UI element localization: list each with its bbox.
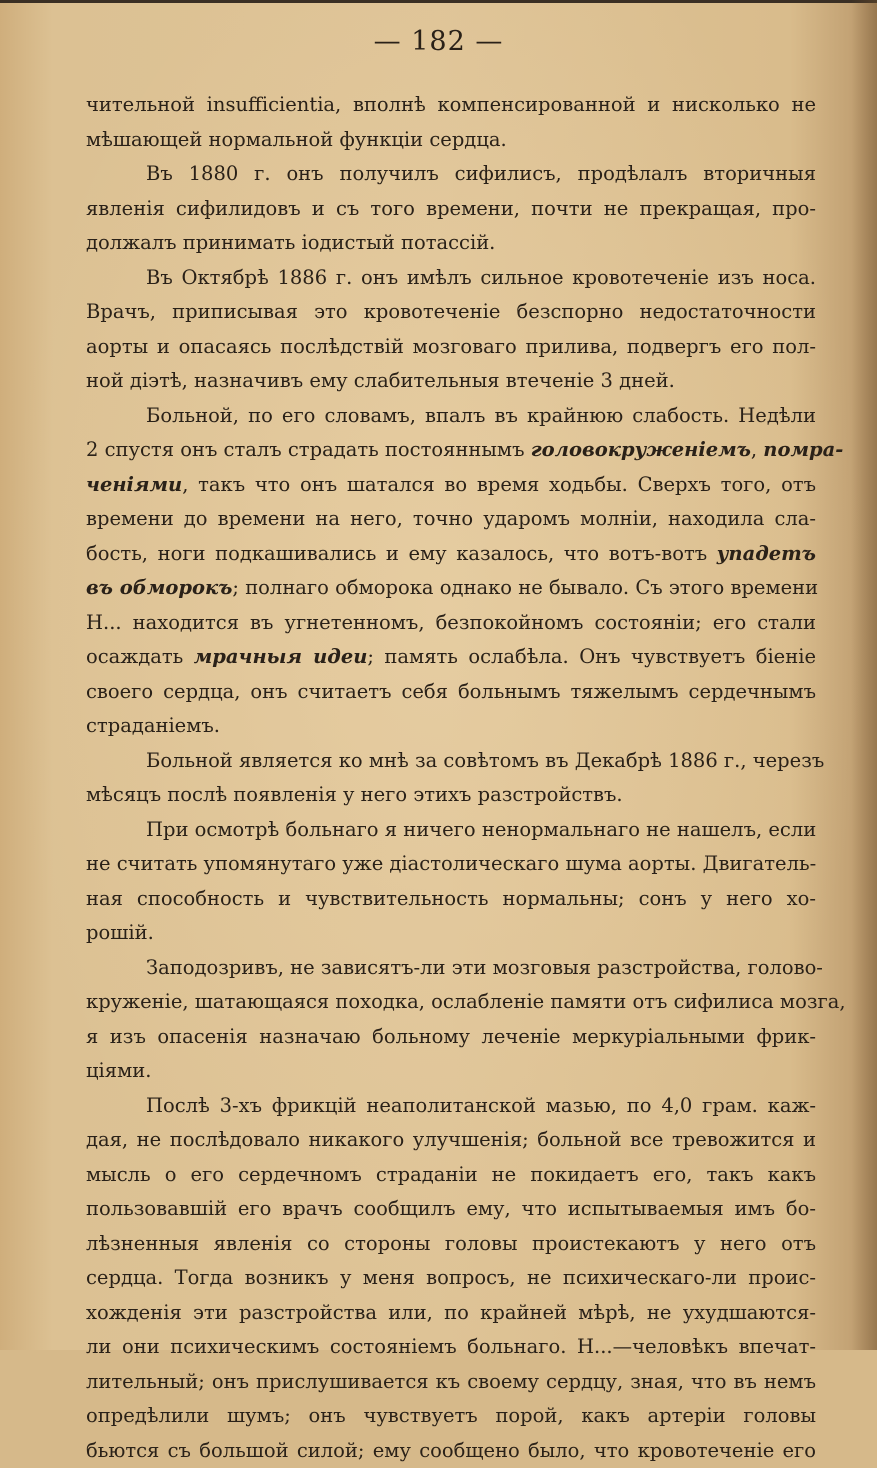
emphasis: въ обморокъ [86, 576, 232, 599]
text-line: должалъ принимать іодистый потассій. [86, 226, 816, 261]
text-line: страданіемъ. [86, 709, 816, 744]
text-line: лѣзненныя явленія со стороны головы проистекаютъ у него отъ [86, 1227, 816, 1262]
text-line: времени до времени на него, точно ударомъ молніи, находила сла- [86, 502, 816, 537]
text-line: При осмотрѣ больнаго я ничего ненормальнаго не нашелъ, если [86, 813, 816, 848]
text-line: опредѣлили шумъ; онъ чувствуетъ порой, какъ артеріи головы [86, 1399, 816, 1434]
text-line: Больной является ко мнѣ за совѣтомъ въ Декабрѣ 1886 г., черезъ [86, 744, 816, 779]
text-line: ціями. [86, 1054, 816, 1089]
emphasis: упадетъ [717, 542, 816, 565]
page-number: — 182 — [0, 26, 877, 57]
text-line: Заподозривъ, не зависятъ-ли эти мозговыя разстройства, голово- [86, 951, 816, 986]
text-line: круженіе, шатающаяся походка, ослабленіе памяти отъ сифилиса мозга, [86, 985, 816, 1020]
text-line: ли они психическимъ состояніемъ больнаго. Н...—человѣкъ впечат- [86, 1330, 816, 1365]
emphasis: помра- [763, 438, 843, 461]
text-line: Въ 1880 г. онъ получилъ сифилисъ, продѣлалъ вторичныя [86, 157, 816, 192]
text-line: осаждать мрачныя идеи; память ослабѣла. Онъ чувствуетъ біеніе [86, 640, 816, 675]
text-line: не считать упомянутаго уже діастолическаго шума аорты. Двигатель- [86, 847, 816, 882]
text-line: мысль о его сердечномъ страданіи не покидаетъ его, такъ какъ [86, 1158, 816, 1193]
text-line: хожденія эти разстройства или, по крайней мѣрѣ, не ухудшаются- [86, 1296, 816, 1331]
text-line: ченіями, такъ что онъ шатался во время ходьбы. Сверхъ того, отъ [86, 468, 816, 503]
text-line: бость, ноги подкашивались и ему казалось, что вотъ-вотъ упадетъ [86, 537, 816, 572]
text-line: ной діэтѣ, назначивъ ему слабительныя втеченіе 3 дней. [86, 364, 816, 399]
text-line: лительный; онъ прислушивается къ своему сердцу, зная, что въ немъ [86, 1365, 816, 1400]
text-line: мѣсяцъ послѣ появленія у него этихъ разстройствъ. [86, 778, 816, 813]
body-text [86, 88, 816, 1468]
top-border [0, 0, 877, 3]
text-line: Врачъ, приписывая это кровотеченіе безспорно недостаточности [86, 295, 816, 330]
text-line: Н... находится въ угнетенномъ, безпокойномъ состояніи; его стали [86, 606, 816, 641]
page-edge-shadow [851, 0, 877, 1350]
text-line: рошій. [86, 916, 816, 951]
text-line: Въ Октябрѣ 1886 г. онъ имѣлъ сильное кровотеченіе изъ носа. [86, 261, 816, 296]
text-line: пользовавшій его врачъ сообщилъ ему, что испытываемыя имъ бо- [86, 1192, 816, 1227]
text-line: аорты и опасаясь послѣдствій мозговаго прилива, подвергъ его пол- [86, 330, 816, 365]
text-line: бьются съ большой силой; ему сообщено было, что кровотеченіе его [86, 1434, 816, 1468]
emphasis: ченіями [86, 473, 182, 496]
emphasis: головокруженіемъ [531, 438, 751, 461]
emphasis: мрачныя идеи [194, 645, 368, 668]
text-line: 2 спустя онъ сталъ страдать постояннымъ головокруженіемъ, помра- [86, 433, 816, 468]
text-line: дая, не послѣдовало никакого улучшенія; больной все тревожится и [86, 1123, 816, 1158]
text-line: Послѣ 3-хъ фрикцій неаполитанской мазью, по 4,0 грам. каж- [86, 1089, 816, 1124]
text-line: я изъ опасенія назначаю больному леченіе меркуріальными фрик- [86, 1020, 816, 1055]
text-line: явленія сифилидовъ и съ того времени, почти не прекращая, про- [86, 192, 816, 227]
text-line: чительной insufficientia, вполнѣ компенсированной и нисколько не [86, 88, 816, 123]
text-line: Больной, по его словамъ, впалъ въ крайнюю слабость. Недѣли [86, 399, 816, 434]
text-line: въ обморокъ; полнаго обморока однако не бывало. Съ этого времени [86, 571, 816, 606]
text-line: своего сердца, онъ считаетъ себя больнымъ тяжелымъ сердечнымъ [86, 675, 816, 710]
text-line: ная способность и чувствительность нормальны; сонъ у него хо- [86, 882, 816, 917]
text-line: сердца. Тогда возникъ у меня вопросъ, не психическаго-ли проис- [86, 1261, 816, 1296]
text-line: мѣшающей нормальной функціи сердца. [86, 123, 816, 158]
